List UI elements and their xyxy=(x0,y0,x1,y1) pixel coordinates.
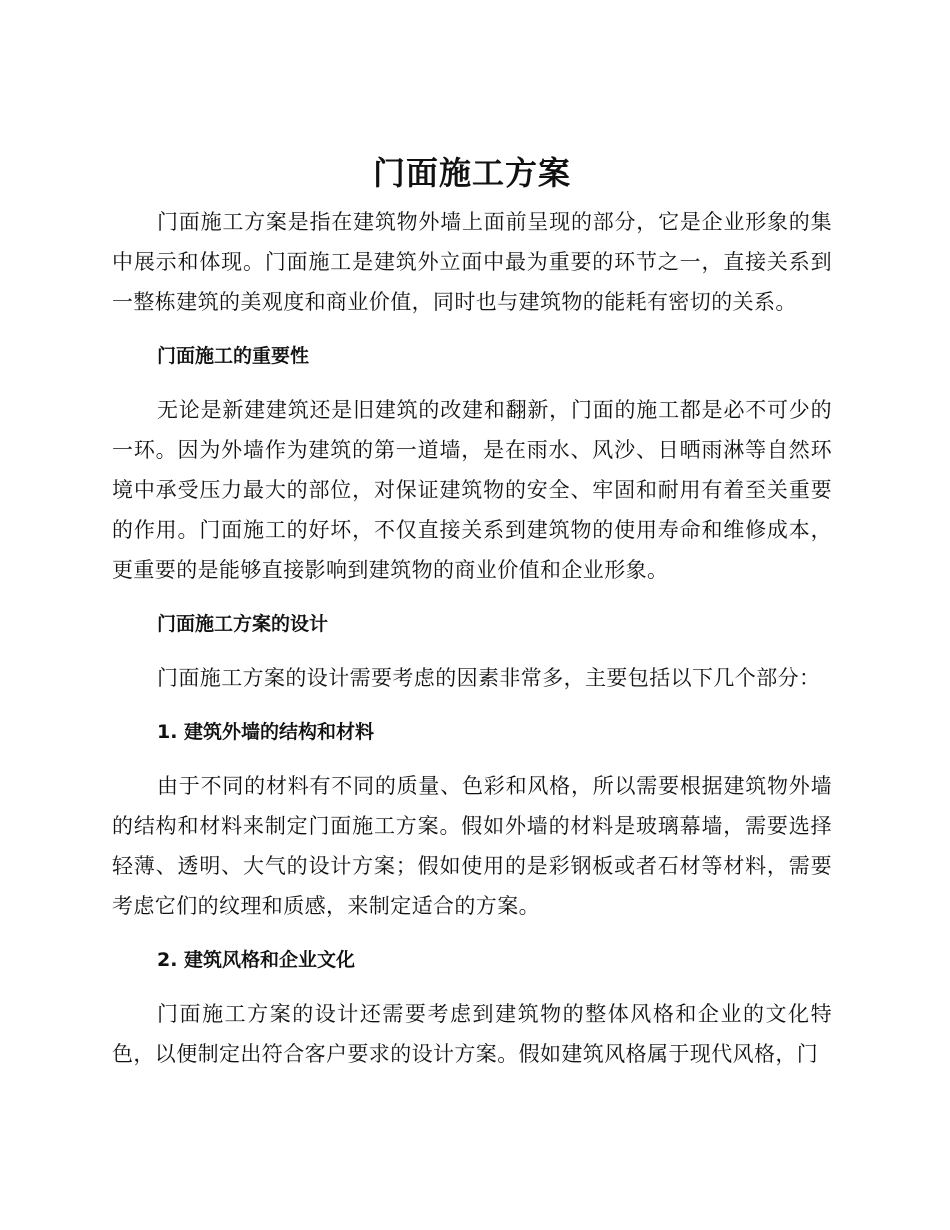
document-title: 门面施工方案 xyxy=(372,154,571,192)
spacer xyxy=(112,980,832,994)
spacer xyxy=(112,698,832,712)
importance-paragraph: 无论是新建建筑还是旧建筑的改建和翻新，门面的施工都是必不可少的一环。因为外墙作为建筑的第一道墙，是在雨水、风沙、日晒雨淋等自然环境中承受压力最大的部位，对保证建筑物的安全、牢固和耐用有着至关重要的作用。门面施工的好坏，不仅直接关系到建筑物的使用寿命和维修成本，更重要的是能够直接影响到建筑物的商业价值和企业形象。 xyxy=(112,398,832,582)
section-heading-importance: 门面施工的重要性 xyxy=(157,345,310,367)
spacer xyxy=(112,322,832,336)
structure-materials-paragraph: 由于不同的材料有不同的质量、色彩和风格，所以需要根据建筑物外墙的结构和材料来制定门面施工方案。假如外墙的材料是玻璃幕墙，需要选择轻薄、透明、大气的设计方案；假如使用的是彩钢板或者石材等材料，需要考虑它们的纹理和质感，来制定适合的方案。 xyxy=(112,774,832,918)
design-paragraph: 门面施工方案的设计需要考虑的因素非常多，主要包括以下几个部分： xyxy=(157,666,821,690)
spacer xyxy=(112,644,832,658)
style-culture-paragraph: 门面施工方案的设计还需要考虑到建筑物的整体风格和企业的文化特色，以便制定出符合客户要求的设计方案。假如建筑风格属于现代风格，门 xyxy=(112,1002,832,1066)
intro-paragraph: 门面施工方案是指在建筑物外墙上面前呈现的部分，它是企业形象的集中展示和体现。门面施工是建筑外立面中最为重要的环节之一，直接关系到一整栋建筑的美观度和商业价值，同时也与建筑物的能耗有密切的关系。 xyxy=(112,210,832,314)
spacer xyxy=(112,590,832,604)
document-page xyxy=(112,150,832,1074)
item-heading-structure-materials: 1. 建筑外墙的结构和材料 xyxy=(157,721,375,743)
spacer xyxy=(112,926,832,940)
spacer xyxy=(112,376,832,390)
spacer xyxy=(112,752,832,766)
item-heading-style-culture: 2. 建筑风格和企业文化 xyxy=(157,949,356,971)
section-heading-design: 门面施工方案的设计 xyxy=(157,613,329,635)
